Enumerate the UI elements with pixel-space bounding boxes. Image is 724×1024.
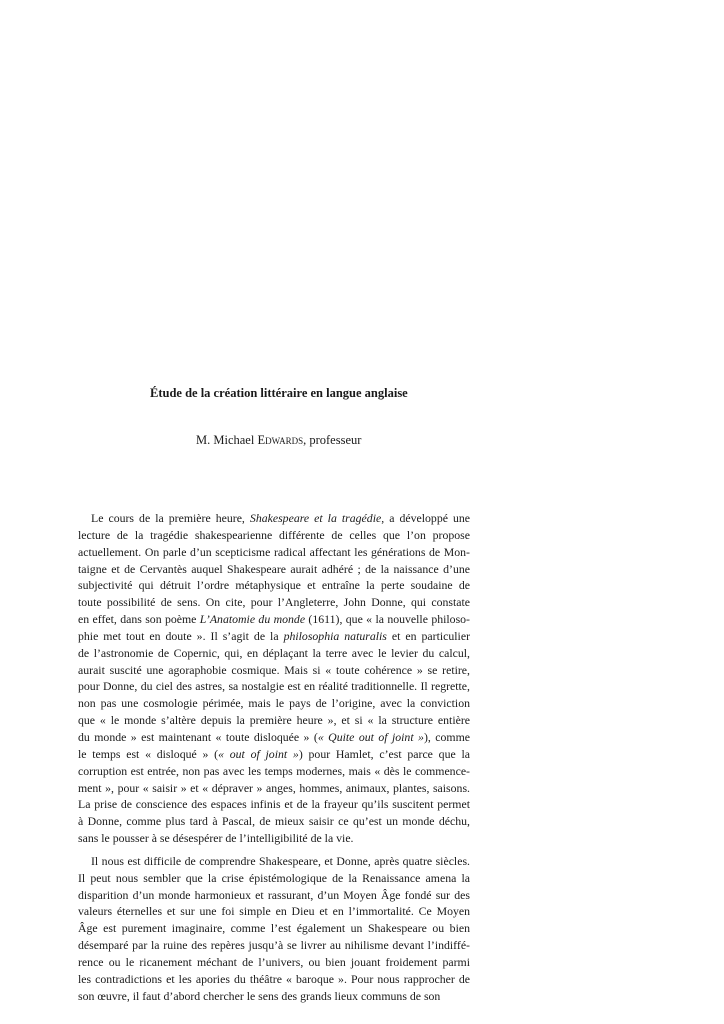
text-segment: désemparé par la ruine des repères jusqu’à se livrer au nihilisme devant l’indiffé- <box>78 938 470 953</box>
text-line <box>78 830 470 847</box>
text-line <box>78 870 470 887</box>
text-segment: de l’astronomie de Copernic, qui, en déplaçant la terre avec le levier du calcul, <box>78 645 470 660</box>
text-segment: ment », pour « saisir » et « dépraver » anges, hommes, animaux, plantes, saisons. <box>78 780 470 795</box>
author-role: , professeur <box>303 433 362 447</box>
text-segment: taigne et de Cervantès auquel Shakespeare aurait adhéré ; de la naissance d’une <box>78 561 470 576</box>
text-segment: à Donne, comme plus tard à Pascal, de mieux saisir ce qu’est un monde déchu, <box>78 814 470 829</box>
text-line <box>78 712 470 729</box>
text-segment: pour Donne, du ciel des astres, sa nostalgie est en réalité traditionnelle. Il regrette, <box>78 679 470 694</box>
author-surname: Edwards <box>257 433 304 447</box>
text-line <box>78 611 470 628</box>
text-segment: Âge est purement imaginaire, comme l’est également un Shakespeare ou bien <box>78 921 470 936</box>
text-line <box>78 954 470 971</box>
text-line <box>78 594 470 611</box>
text-segment: phie met tout en doute ». Il s’agit de la <box>78 628 284 643</box>
text-segment: du monde » est maintenant « toute disloquée » ( <box>78 729 318 744</box>
text-segment: , a développé une <box>381 511 471 525</box>
text-segment: actuellement. On parle d’un scepticisme radical affectant les générations de Mon- <box>78 544 470 559</box>
text-segment: sans le pousser à se désespérer de l’intelligibilité de la vie. <box>78 831 354 846</box>
text-line <box>78 577 470 594</box>
text-line <box>78 695 470 712</box>
text-segment: toute possibilité de sens. On cite, pour l’Angleterre, John Donne, qui constate <box>78 595 470 610</box>
text-line <box>78 813 470 830</box>
text-line <box>78 796 470 813</box>
text-segment: ) pour Hamlet, c’est parce que la <box>298 746 470 761</box>
text-segment: lecture de la tragédie shakespearienne différente de celles que l’on propose <box>78 527 470 542</box>
text-segment: disparition d’un monde harmonieux et rassurant, d’un Moyen Âge fondé sur des <box>78 887 470 902</box>
text-line <box>78 937 470 954</box>
text-line <box>78 887 470 904</box>
italic-text: L’Anatomie du monde <box>199 612 306 627</box>
text-line <box>78 645 470 662</box>
text-segment: ), comme <box>423 729 470 744</box>
text-line <box>78 746 470 763</box>
text-segment: son œuvre, il faut d’abord chercher le sens des grands lieux communs de son <box>78 988 441 1003</box>
text-line <box>78 561 470 578</box>
text-segment: aurait suscité une agoraphobie cosmique. Mais si « toute cohérence » se retire, <box>78 662 470 677</box>
text-segment: non pas une cosmologie périmée, mais le pays de l’origine, avec la conviction <box>78 696 470 711</box>
text-line <box>78 780 470 797</box>
text-segment: subjectivité qui détruit l’ordre métaphysique et entraîne la perte soudaine de <box>78 578 470 593</box>
text-segment: Il peut nous sembler que la crise épistémologique de la Renaissance amena la <box>78 870 470 885</box>
text-line <box>78 903 470 920</box>
text-line <box>78 544 470 561</box>
text-line <box>78 988 470 1005</box>
text-line <box>78 662 470 679</box>
text-line <box>78 527 470 544</box>
author-prefix: M. Michael <box>196 433 255 447</box>
text-line <box>78 729 470 746</box>
text-segment: en effet, dans son poème <box>78 612 200 627</box>
italic-text: Shakespeare et la tragédie <box>249 511 382 525</box>
author-line <box>196 433 361 448</box>
body-text <box>78 510 470 1004</box>
text-segment: le temps est « disloqué » ( <box>78 746 219 761</box>
text-line <box>78 920 470 937</box>
text-segment: et en particulier <box>386 628 470 643</box>
text-segment: corruption est entrée, non pas avec les temps modernes, mais « dès le commence- <box>78 763 470 778</box>
section-title: Étude de la création littéraire en langue anglaise <box>150 386 408 400</box>
text-line <box>78 678 470 695</box>
text-line <box>78 763 470 780</box>
text-segment: La prise de conscience des espaces infinis et de la frayeur qu’ils suscitent permet <box>78 797 470 812</box>
text-segment: rence ou le ricanement méchant de l’univers, ou bien jouant froidement parmi <box>78 954 470 969</box>
text-line <box>78 510 470 527</box>
paragraph <box>78 853 470 1005</box>
text-line <box>78 971 470 988</box>
italic-text: philosophia naturalis <box>283 628 387 643</box>
paragraph <box>78 510 470 847</box>
text-segment: Il nous est difficile de comprendre Shakespeare, et Donne, après quatre siècles. <box>91 853 470 868</box>
text-segment: Le cours de la première heure, <box>91 511 250 525</box>
italic-text: « Quite out of joint » <box>317 729 424 744</box>
text-segment: les contradictions et les apories du théâtre « baroque ». Pour nous rapprocher de <box>78 971 470 986</box>
italic-text: « out of joint » <box>218 746 299 761</box>
text-segment: que « le monde s’altère depuis la première heure », et si « la structure entière <box>78 713 470 728</box>
text-segment: valeurs éternelles et sur une foi simple en Dieu et en l’immortalité. Ce Moyen <box>78 904 470 919</box>
text-segment: (1611), que « la nouvelle philoso- <box>305 612 470 627</box>
text-line <box>78 853 470 870</box>
text-line <box>78 628 470 645</box>
